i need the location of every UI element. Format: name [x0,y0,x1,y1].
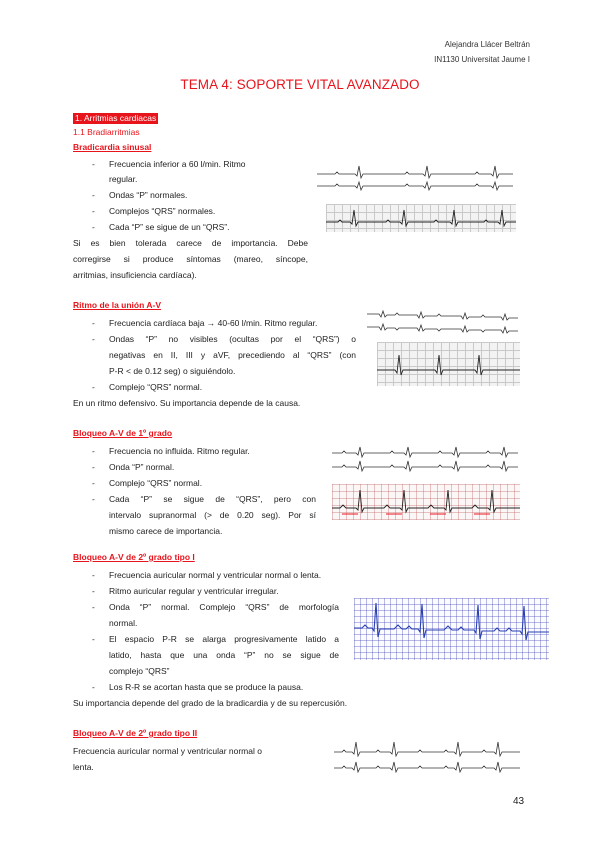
list-item-cont: complejo “QRS” [109,666,170,676]
ecg-trace [332,484,520,520]
paragraph: Si es bien tolerada carece de importancia. Debe [73,238,308,248]
list-item: - Frecuencia inferior a 60 l/min. Ritmo [92,159,246,169]
list-item: - Ritmo auricular regular y ventricular irregular. [92,586,279,596]
list-item: - Ondas “P” normales. [92,190,188,200]
list-item: - El espacio P-R se alarga progresivamente latido a [92,634,339,644]
list-item: - Frecuencia cardíaca baja → 40-60 l/min. Ritmo regular. [92,318,318,328]
paragraph: En un ritmo defensivo. Su importancia depende de la causa. [73,398,301,408]
bloqueo2a-title: Bloqueo A-V de 2º grado tipo I [73,552,195,562]
list-item: - Frecuencia auricular normal y ventricular normal o lenta. [92,570,322,580]
paragraph: Su importancia depende del grado de la bradicardia y de su repercusión. [73,698,348,708]
list-item: - Complejo “QRS” normal. [92,478,203,488]
ecg-trace [326,204,516,232]
paragraph: arritmias, insuficiencia cardíaca). [73,270,197,280]
list-item: - Frecuencia no influida. Ritmo regular. [92,446,250,456]
paragraph: corregirse si produce síntomas (mareo, síncope, [73,254,308,264]
page-title: TEMA 4: SOPORTE VITAL AVANZADO [180,77,420,92]
ecg-bradicardia-paper [326,204,516,232]
list-item-cont: normal. [109,618,138,628]
ecg-trace [315,162,515,192]
bloqueo2b-title: Bloqueo A-V de 2º grado tipo II [73,728,198,738]
list-item: - Complejos “QRS” normales. [92,206,216,216]
ecg-trace [365,305,520,335]
list-item: - Los R-R se acortan hasta que se produce la pausa. [92,682,304,692]
list-item-cont: latido, hasta que una onda “P” no se sigue de [109,650,339,660]
section-heading: 1. Arritmias cardiacas [75,113,157,123]
ecg-bloqueo1-strip [330,443,520,473]
list-item-cont: intervalo supranormal (> de 0.20 seg). Por sí [109,510,316,520]
list-item: - Complejo “QRS” normal. [92,382,203,392]
ecg-bloqueo2a-paper [354,598,549,660]
list-item: - Cada “P” se sigue de “QRS”, pero con [92,494,316,504]
list-item-cont: regular. [109,174,138,184]
ecg-bradicardia-strip [315,162,515,192]
subsection-heading: 1.1 Bradiarritmias [73,127,140,137]
ecg-union-paper [377,342,520,386]
ecg-trace [377,342,520,386]
bradicardia-title: Bradicardia sinusal [73,142,152,152]
ecg-trace [354,598,549,660]
union-title: Ritmo de la unión A-V [73,300,161,310]
bloqueo1-title: Bloqueo A-V de 1º grado [73,428,173,438]
list-item: - Ondas “P” no visibles (ocultas por el “QRS”) o [92,334,356,344]
ecg-union-strip [365,305,520,335]
ecg-bloqueo1-paper [332,484,520,520]
paragraph: Frecuencia auricular normal y ventricular normal o [73,746,262,756]
page-number: 43 [513,796,525,807]
list-item-cont: P-R < de 0.12 seg) o siguiéndolo. [109,366,236,376]
header-author: Alejandra Llácer Beltrán [444,40,530,49]
paragraph: lenta. [73,762,94,772]
ecg-bloqueo2b-strip [332,738,522,774]
ecg-trace [330,443,520,473]
list-item-cont: negativas en II, III y aVF, precediendo al “QRS” (con [109,350,356,360]
header-course: IN1130 Universitat Jaume I [434,55,530,64]
list-item: - Onda “P” normal. [92,462,175,472]
ecg-trace [332,738,522,774]
list-item-cont: mismo carece de importancia. [109,526,223,536]
list-item: - Onda “P” normal. Complejo “QRS” de morfología [92,602,339,612]
list-item: - Cada “P” se sigue de un “QRS”. [92,222,230,232]
